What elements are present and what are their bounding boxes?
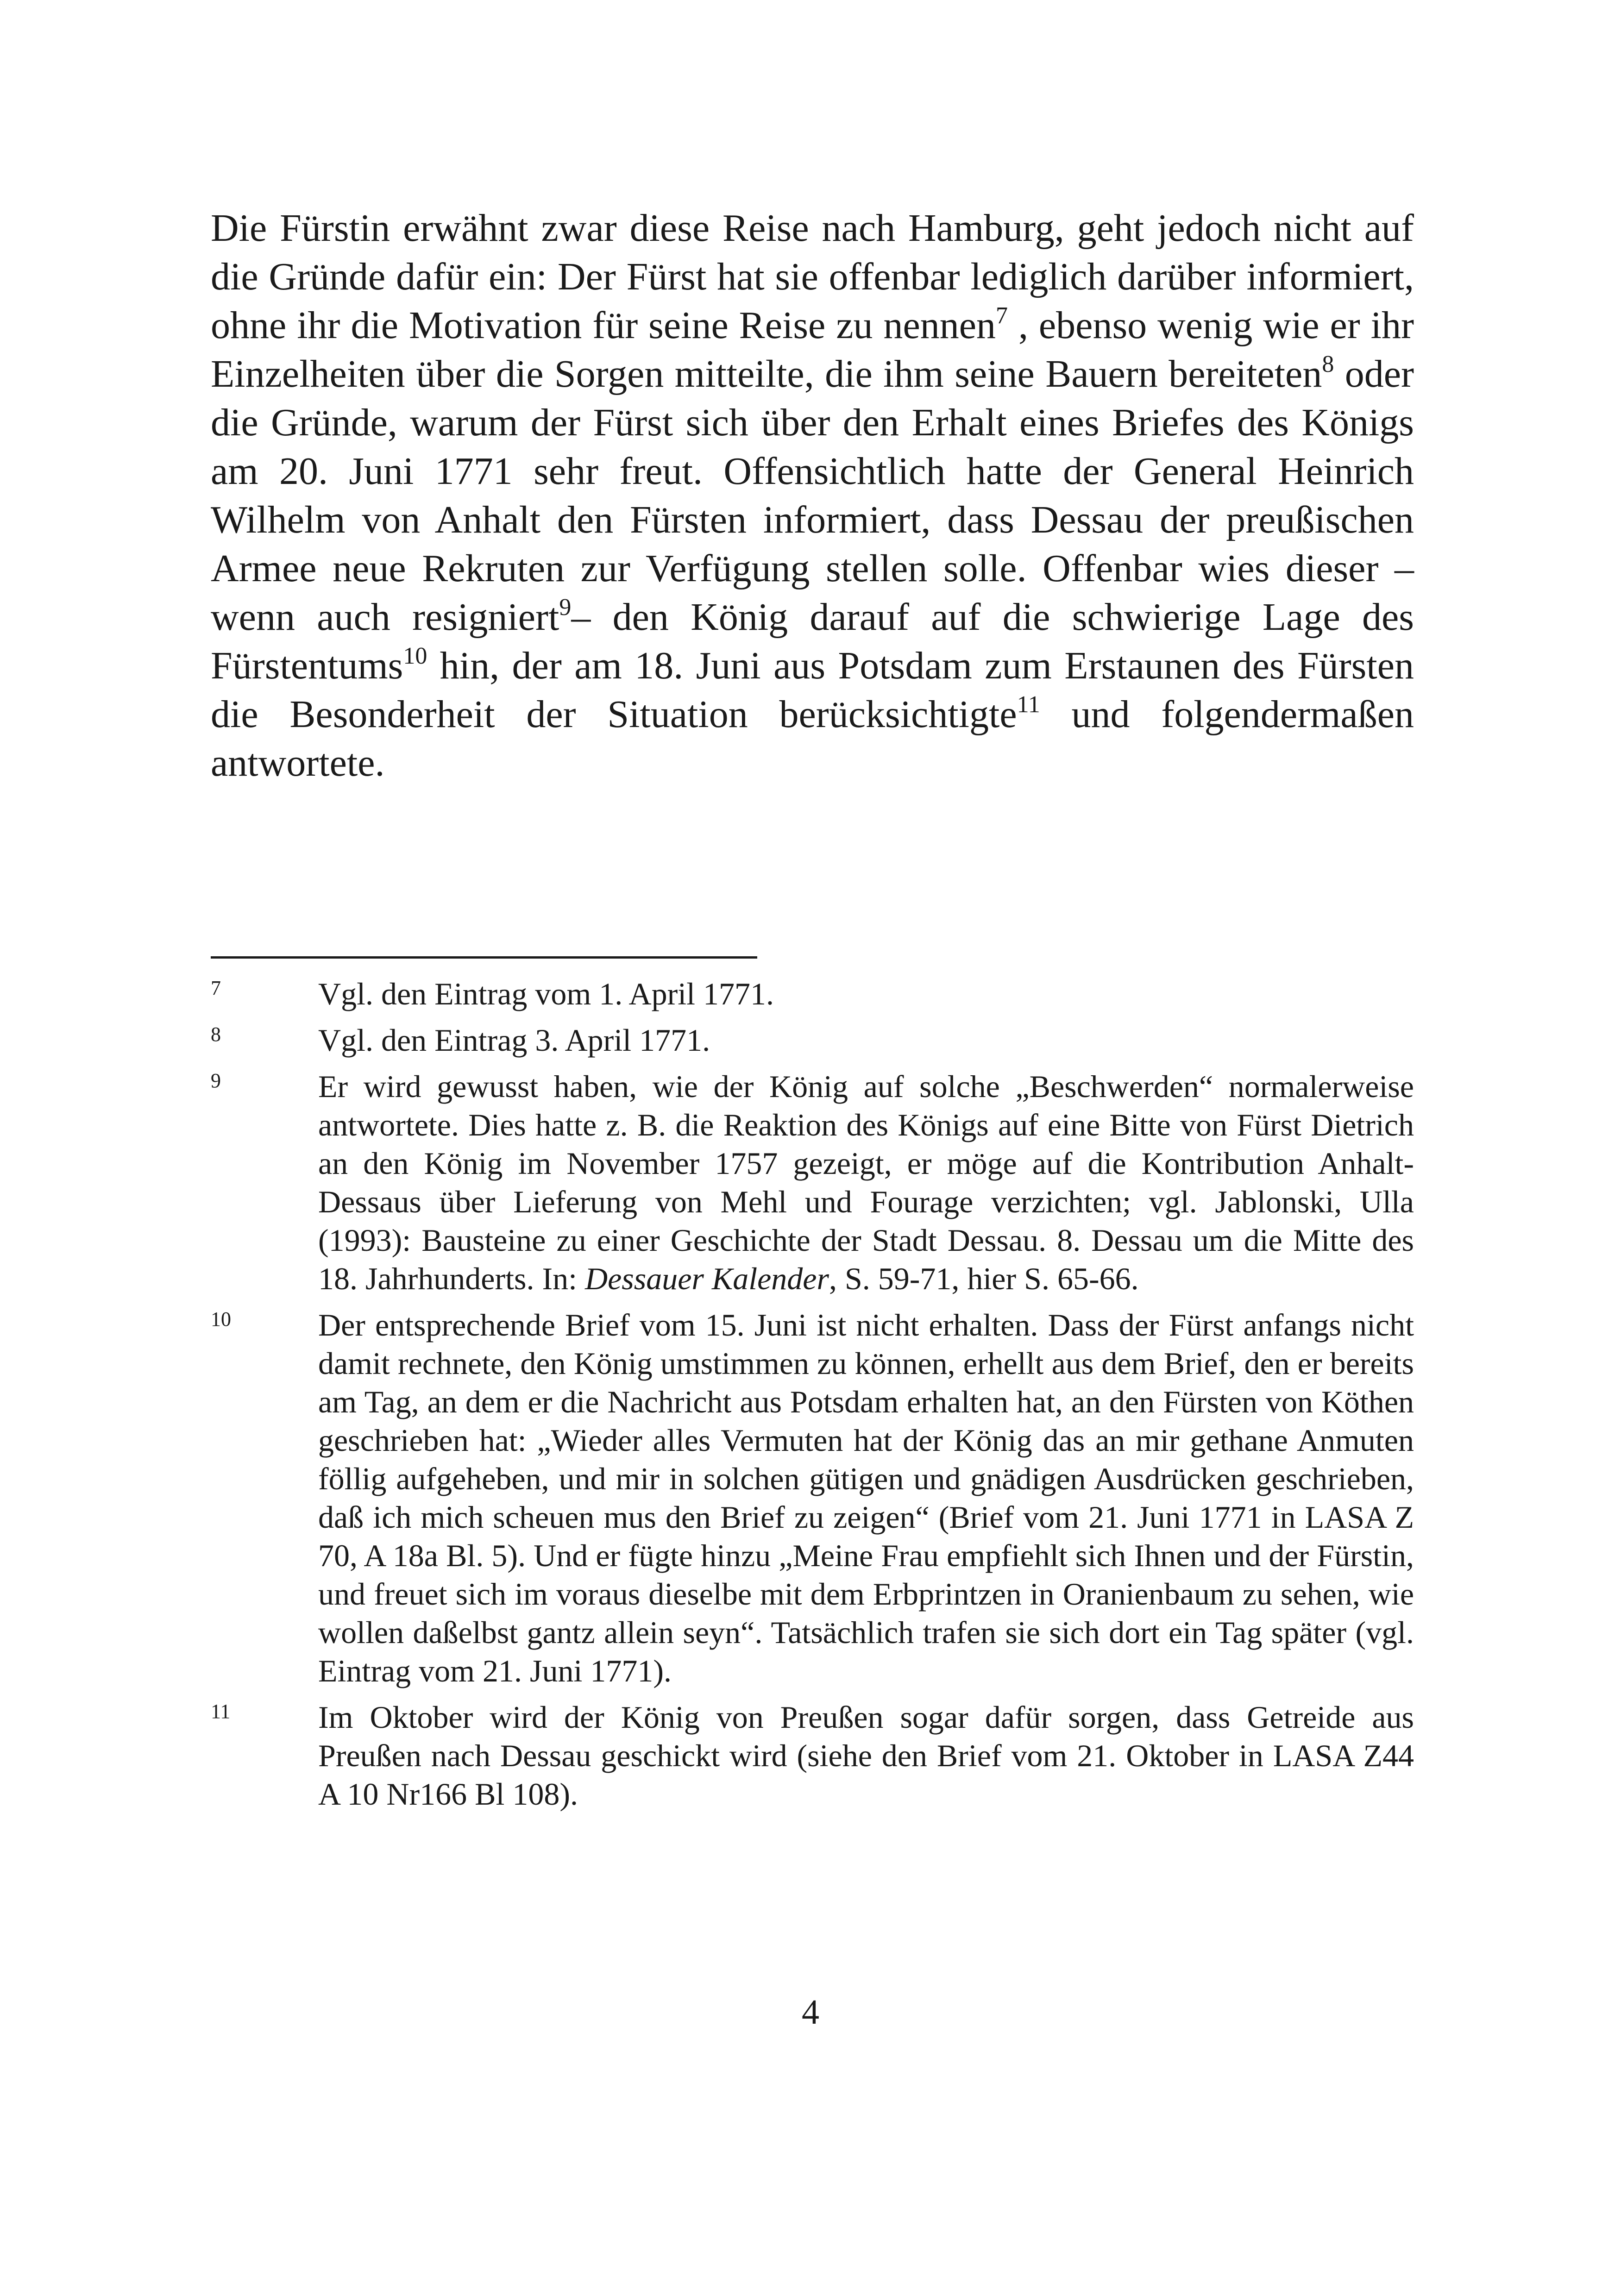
main-text — [211, 204, 1414, 787]
footnote-number: 7 — [211, 977, 221, 999]
footnote-text — [318, 1067, 1414, 1298]
footnote-text: Vgl. den Eintrag 3. April 1771. — [318, 1023, 710, 1058]
footnote — [211, 1306, 1414, 1690]
footnote-separator — [211, 956, 757, 959]
paragraph-text: – den König darauf auf die schwierige Lage des Fürstentums — [211, 596, 1414, 687]
footnote — [211, 1067, 1414, 1298]
footnote-ref-9[interactable]: 9 — [559, 594, 572, 621]
page-number: 4 — [802, 1993, 819, 2032]
footnote — [211, 1021, 1414, 1060]
publication-title: Dessauer Kalender — [585, 1261, 829, 1296]
body-paragraph — [211, 204, 1414, 787]
footnote-text: Vgl. den Eintrag vom 1. April 1771. — [318, 976, 774, 1011]
paragraph-text: oder die Gründe, warum der Fürst sich über den Erhalt eines Briefes des Königs am 20. Juni 1771 sehr freut. Offensichtlich hatte der General Heinrich Wilhelm von Anhalt den Fürsten informiert, dass Dessau der preußischen Armee neue Rekruten zur Verfügung stellen solle. Offenbar wies dieser – wenn auch resigniert — [211, 352, 1414, 639]
footnotes — [211, 975, 1414, 1813]
footnote-number: 10 — [211, 1308, 231, 1330]
footnote-ref-7[interactable]: 7 — [996, 302, 1008, 329]
footnote — [211, 1698, 1414, 1813]
footnote-text: Im Oktober wird der König von Preußen sogar dafür sorgen, dass Getreide aus Preußen nach Dessau geschickt wird (siehe den Brief vom 21. Oktober in LASA Z44 A 10 Nr166 Bl 108). — [318, 1700, 1414, 1812]
footnote — [211, 975, 1414, 1013]
footnote-text-part: , S. 59-71, hier S. 65-66. — [829, 1261, 1139, 1296]
footnote-ref-10[interactable]: 10 — [403, 643, 427, 669]
footnote-ref-8[interactable]: 8 — [1322, 351, 1334, 377]
footnote-number: 11 — [211, 1700, 231, 1723]
paragraph-text: und folgendermaßen antwortete. — [211, 693, 1414, 784]
footnote-text-part: Er wird gewusst haben, wie der König auf solche „Beschwerden“ normalerweise antwortete. Dies hatte z. B. die Reaktion des Königs auf eine Bitte von Fürst Dietrich an den König im November 1757 gezeigt, er möge auf die Kontribution Anhalt-Dessaus über Lieferung von Mehl und Fourage verzichten; vgl. Jablonski, Ulla (1993): Bausteine zu einer Geschichte der Stadt Dessau. 8. Dessau um die Mitte des 18. Jahrhunderts. In: — [318, 1069, 1414, 1296]
footnote-text: Der entsprechende Brief vom 15. Juni ist nicht erhalten. Dass der Fürst anfangs nicht damit rechnete, den König umstimmen zu können, erhellt aus dem Brief, den er bereits am Tag, an dem er die Nachricht aus Potsdam erhalten hat, an den Fürsten von Köthen geschrieben hat: „Wieder alles Vermuten hat der König das an mir gethane Anmuten föllig aufgeheben, und mir in solchen gütigen und gnädigen Ausdrücken geschrieben, daß ich mich scheuen mus den Brief zu zeigen“ (Brief vom 21. Juni 1771 in LASA Z 70, A 18a Bl. 5). Und er fügte hinzu „Meine Frau empfiehlt sich Ihnen und der Fürstin, und freuet sich im voraus dieselbe mit dem Erbprintzen in Oranienbaum zu sehen, wie wollen daßelbst gantz allein seyn“. Tatsächlich trafen sie sich dort ein Tag später (vgl. Eintrag vom 21. Juni 1771). — [318, 1307, 1414, 1688]
footnote-number: 9 — [211, 1069, 221, 1092]
paragraph-text: , ebenso wenig wie er ihr Einzelheiten über die Sorgen mitteilte, die ihm seine Bauern bereiteten — [211, 304, 1414, 395]
footnote-number: 8 — [211, 1023, 221, 1046]
footnote-ref-11[interactable]: 11 — [1017, 691, 1040, 718]
paragraph-text: hin, der am 18. Juni aus Potsdam zum Erstaunen des Fürsten die Besonderheit der Situation berücksichtigte — [211, 644, 1414, 736]
paragraph-text: Die Fürstin erwähnt zwar diese Reise nach Hamburg, geht jedoch nicht auf die Gründe dafür ein: Der Fürst hat sie offenbar lediglich darüber informiert, ohne ihr die Motivation für seine Reise zu nennen — [211, 207, 1414, 347]
